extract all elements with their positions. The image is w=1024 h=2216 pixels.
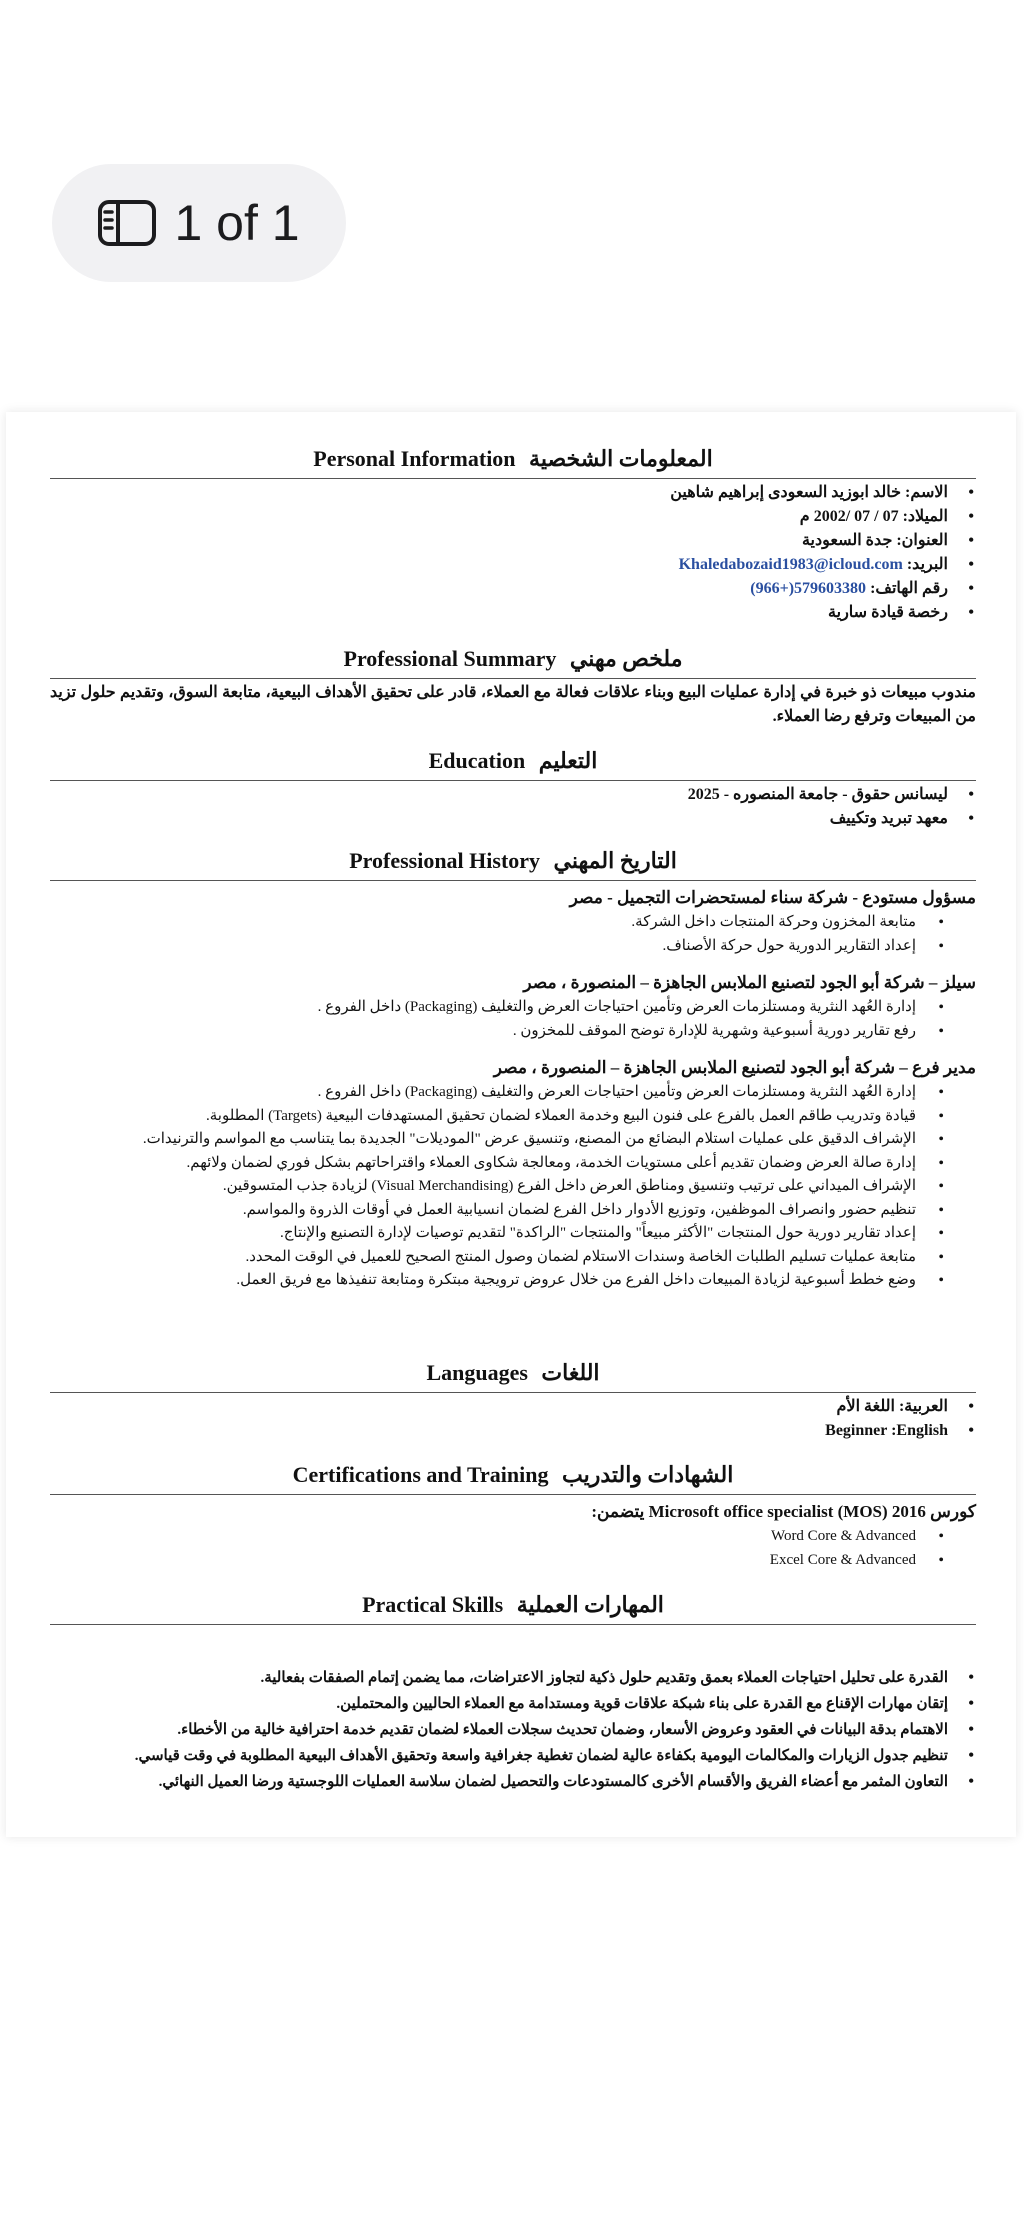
section-personal xyxy=(50,446,976,625)
job-tasks-list xyxy=(50,1081,976,1293)
list-item: • معهد تبريد وتكييف xyxy=(50,807,948,831)
list-item: • الإشراف الميداني على ترتيب وتنسيق ومناطق العرض داخل الفرع (Visual Merchandising) لزيادة جذب المتسوقين. xyxy=(50,1175,916,1199)
list-item: • إعداد التقارير الدورية حول حركة الأصناف. xyxy=(50,935,916,959)
skills-list xyxy=(50,1665,976,1795)
list-item: • الاهتمام بدقة البيانات في العقود وعروض الأسعار، وضمان تحديث سجلات العملاء لضمان تقديم خدمة احترافية خالية من الأخطاء. xyxy=(50,1717,948,1743)
list-item: • متابعة عمليات تسليم الطلبات الخاصة وسندات الاستلام لضمان وصول المنتج الصحيح للعميل في الوقت المحدد. xyxy=(50,1246,916,1270)
list-item: • العنوان: جدة السعودية xyxy=(50,529,948,553)
phone-link[interactable]: (966+)579603380 xyxy=(750,580,867,597)
job-title: مسؤول مستودع - شركة سناء لمستحضرات التجميل - مصر xyxy=(569,888,976,907)
list-item: • تنظيم جدول الزيارات والمكالمات اليومية بكفاءة عالية لضمان تغطية جغرافية واسعة وتحقيق الأهداف البيعية المطلوبة في وقت قياسي. xyxy=(50,1743,948,1769)
list-item: • إدارة العُهد النثرية ومستلزمات العرض وتأمين احتياجات العرض والتغليف (Packaging) داخل الفروع . xyxy=(50,1081,916,1105)
list-item: • إتقان مهارات الإقناع مع القدرة على بناء شبكة علاقات قوية ومستدامة مع العملاء الحاليين والمحتملين. xyxy=(50,1691,948,1717)
document-page[interactable] xyxy=(6,412,1016,1837)
section-certifications xyxy=(50,1462,976,1572)
list-item: • الإشراف الدقيق على عمليات استلام البضائع من المصنع، وتنسيق عرض "الموديلات" الجديدة بما يتناسب مع المواسم والترنيدات. xyxy=(50,1128,916,1152)
list-item: • متابعة المخزون وحركة المنتجات داخل الشركة. xyxy=(50,911,916,935)
list-item: • إدارة صالة العرض وضمان تقديم أعلى مستويات الخدمة، ومعالجة شكاوى العملاء واقتراحاتهم بشكل فوري لضمان ولائهم. xyxy=(50,1152,916,1176)
list-item: • الاسم: خالد ابوزيد السعودى إبراهيم شاهين xyxy=(50,481,948,505)
list-item: • Beginner :English xyxy=(50,1419,948,1443)
summary-text: مندوب مبيعات ذو خبرة في إدارة عمليات البيع وبناء علاقات فعالة مع العملاء، قادر على تحقيق الأهداف البيعية، متابعة السوق، وتقديم حلول تزيد من المبيعات وترفع رضا العملاء. xyxy=(50,684,976,725)
section-heading-languages: Languages اللغات xyxy=(50,1360,976,1393)
list-item: • الميلاد: 07 / 07 /2002 م xyxy=(50,505,948,529)
list-item: • تنظيم حضور وانصراف الموظفين، وتوزيع الأدوار داخل الفرع لضمان انسيابية العمل في أوقات الذروة والمواسم. xyxy=(50,1199,916,1223)
list-item: • وضع خطط أسبوعية لزيادة المبيعات داخل الفرع من خلال عروض ترويجية مبتكرة ومتابعة تنفيذها مع فريق العمل. xyxy=(50,1269,916,1293)
education-list xyxy=(50,783,976,831)
list-item: • إدارة العُهد النثرية ومستلزمات العرض وتأمين احتياجات العرض والتغليف (Packaging) داخل الفروع . xyxy=(50,996,916,1020)
page-indicator-label: 1 of 1 xyxy=(174,195,300,251)
list-item: • Word Core & Advanced xyxy=(50,1525,916,1549)
job-tasks-list xyxy=(50,996,976,1043)
list-item: • التعاون المثمر مع أعضاء الفريق والأقسام الأخرى كالمستودعات والتحصيل لضمان سلاسة العمليات اللوجستية ورضا العميل النهائي. xyxy=(50,1769,948,1795)
list-item: • العربية: اللغة الأم xyxy=(50,1395,948,1419)
job-title: سيلز – شركة أبو الجود لتصنيع الملابس الجاهزة – المنصورة ، مصر xyxy=(523,973,976,992)
section-history xyxy=(50,848,976,1293)
languages-list xyxy=(50,1395,976,1443)
list-item: • القدرة على تحليل احتياجات العملاء بعمق وتقديم حلول ذكية لتجاوز الاعتراضات، مما يضمن إتمام الصفقات بفعالية. xyxy=(50,1665,948,1691)
section-heading-certifications: Certifications and Training الشهادات والتدريب xyxy=(50,1462,976,1495)
certifications-list xyxy=(50,1525,976,1572)
course-title: كورس Microsoft office specialist (MOS) 2016 يتضمن: xyxy=(591,1502,976,1521)
list-item: • رفع تقارير دورية أسبوعية وشهرية للإدارة توضح الموقف للمخزون . xyxy=(50,1020,916,1044)
list-item: • Excel Core & Advanced xyxy=(50,1549,916,1573)
page-indicator[interactable] xyxy=(52,164,346,282)
section-heading-education: Education التعليم xyxy=(50,748,976,781)
list-item: • إعداد تقارير دورية حول المنتجات "الأكثر مبيعاً" والمنتجات "الراكدة" لتقديم توصيات لإدارة التصنيع والإنتاج. xyxy=(50,1222,916,1246)
section-heading-skills: Practical Skills المهارات العملية xyxy=(50,1592,976,1625)
section-heading-history: Professional History التاريخ المهني xyxy=(50,848,976,881)
list-item: • قيادة وتدريب طاقم العمل بالفرع على فنون البيع وخدمة العملاء لضمان تحقيق المستهدفات البيعية (Targets) المطلوبة. xyxy=(50,1105,916,1129)
section-heading-summary: Professional Summary ملخص مهني xyxy=(50,646,976,679)
list-item: • البريد: Khaledabozaid1983@icloud.com xyxy=(50,553,948,577)
list-item: • رخصة قيادة سارية xyxy=(50,601,948,625)
job-title: مدير فرع – شركة أبو الجود لتصنيع الملابس الجاهزة – المنصورة ، مصر xyxy=(493,1058,976,1077)
job-tasks-list xyxy=(50,911,976,958)
section-summary xyxy=(50,646,976,729)
section-education xyxy=(50,748,976,831)
sidebar-icon xyxy=(98,200,156,246)
email-link[interactable]: Khaledabozaid1983@icloud.com xyxy=(678,556,903,573)
section-heading-personal: Personal Information المعلومات الشخصية xyxy=(50,446,976,479)
section-languages xyxy=(50,1360,976,1443)
personal-info-list xyxy=(50,481,976,625)
section-skills xyxy=(50,1592,976,1795)
list-item: • ليسانس حقوق - جامعة المنصوره - 2025 xyxy=(50,783,948,807)
list-item: • رقم الهاتف: (966+)579603380 xyxy=(50,577,948,601)
